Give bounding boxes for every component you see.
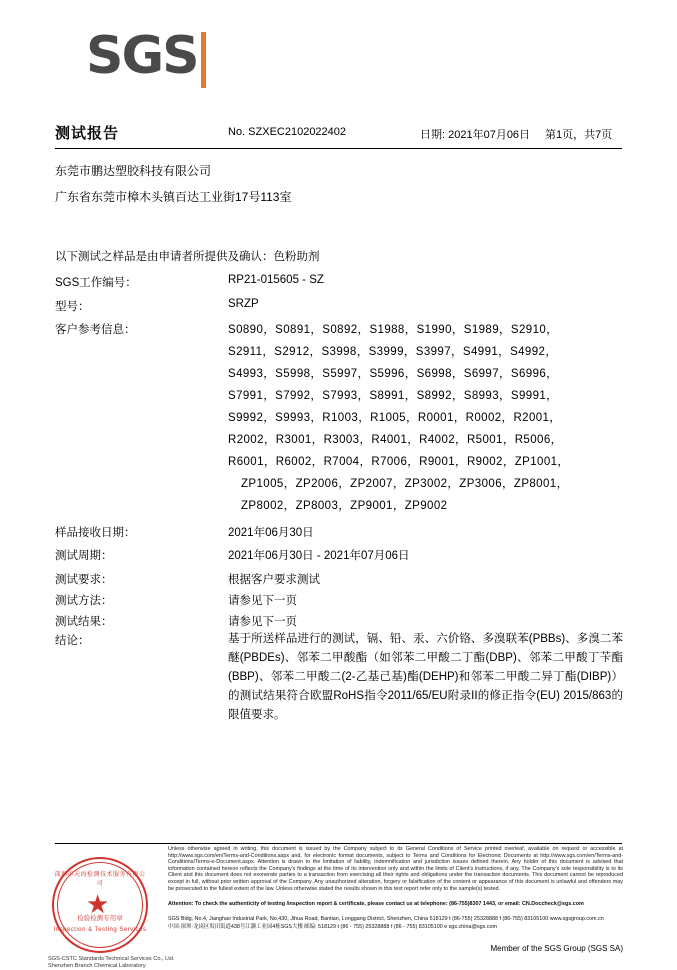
field-value-receive-date: 2021年06月30日 <box>228 527 314 539</box>
footer-address-en: SGS Bldg, No.4, Jianghao Industrial Park, No.430, Jihua Road, Bantian, Longgang District, Shenzhen, China 518129 t (86-755) 25328888 f (86-755) 83105100 www.sgsgroup.com.cn <box>168 916 604 922</box>
field-value-model: SRZP <box>228 298 259 310</box>
field-label-test-method: 测试方法： <box>55 595 113 607</box>
customer-reference-line: R2002，R3001，R3003，R4001，R4002，R5001，R5006， <box>228 434 563 446</box>
footer-address <box>168 916 623 931</box>
field-label-test-requirement: 测试要求： <box>55 574 113 586</box>
sgs-logo <box>86 26 206 92</box>
field-label-receive-date: 样品接收日期： <box>55 527 136 539</box>
customer-reference-line: ZP1005，ZP2006，ZP2007，ZP3002，ZP3006，ZP8001， <box>241 478 569 490</box>
field-value-test-requirement: 根据客户要求测试 <box>228 574 320 586</box>
field-label-customer-reference: 客户参考信息： <box>55 324 136 336</box>
page-number: 第1页，共7页 <box>545 129 613 141</box>
footer-attention-note: Attention: To check the authenticity of testing /inspection report & certificate, please contact us at telephone: (86-755)8307 1443, or email: CN.Doccheck@sgs.com <box>168 901 584 907</box>
star-icon: ★ <box>86 889 110 919</box>
field-label-job-no: SGS工作编号： <box>55 277 137 289</box>
field-value-test-method: 请参见下一页 <box>228 595 297 607</box>
customer-reference-line: S4993，S5998，S5997，S5996，S6998，S6997，S6996， <box>228 368 559 380</box>
sgs-logo-accent-bar <box>201 32 206 88</box>
conclusion-text: 基于所送样品进行的测试，镉、铅、汞、六价铬、多溴联苯(PBBs)、多溴二苯醚(PBDEs)、邻苯二甲酸酯（如邻苯二甲酸二丁酯(DBP)、邻苯二甲酸丁苄酯(BBP)、邻苯二甲酸二(2-乙基己基)酯(DEHP)和邻苯二甲酸二异丁酯(DIBP)）的测试结果符合欧盟RoHS指令2011/65/EU附录II的修正指令(EU) 2015/863的限值要求。 <box>228 633 623 721</box>
field-label-test-period: 测试周期： <box>55 550 113 562</box>
stamp-arc-bottom-text: Inspection & Testing Services <box>53 927 147 933</box>
company-name: 东莞市鹏达塑胶科技有限公司 <box>55 164 212 178</box>
company-address: 广东省东莞市樟木头镇百达工业街17号113室 <box>55 190 292 204</box>
field-label-test-result: 测试结果： <box>55 616 113 628</box>
stamp-caption-line1: SGS-CSTC Standards Technical Services Co., Ltd. <box>48 956 175 962</box>
field-value-job-no: RP21-015605 - SZ <box>228 274 324 286</box>
stamp-caption <box>48 956 208 970</box>
field-value-test-result: 请参见下一页 <box>228 616 297 628</box>
report-date: 日期: 2021年07月06日 <box>420 129 531 141</box>
footer-divider <box>55 843 622 844</box>
page-title: 测试报告 <box>55 125 120 142</box>
footer-terms-paragraph: Unless otherwise agreed in writing, this document is issued by the Company subject to its General Conditions of Service printed overleaf, available on request or accessible at http://www.sgs.com/en/Terms-and-Conditions.aspx and, for electronic format documents, subject to Terms and Conditions for Electronic Documents at http://www.sgs.com/en/Terms-and-Conditions/Terms-e-Document.aspx. Attention is drawn to the limitation of liability, indemnification and jurisdiction issues defined therein. Any holder of this document is advised that information contained hereon reflects the Company's findings at the time of its intervention only and within the limits of Client's instructions, if any. The Company's sole responsibility is to its Client and this document does not exonerate parties to a transaction from exercising all their rights and obligations under the transaction documents. This document cannot be reproduced except in full, without prior written approval of the Company. Any unauthorized alteration, forgery or falsification of the content or appearance of this document is unlawful and offenders may be prosecuted to the fullest extent of the law. Unless otherwise stated the results shown in this test report refer only to the sample(s) tested. <box>168 846 623 892</box>
customer-reference-line: S0890，S0891，S0892，S1988，S1990，S1989，S2910， <box>228 324 559 336</box>
field-label-conclusion: 结论： <box>55 635 90 647</box>
sgs-logo-text: SGS <box>86 26 198 86</box>
official-stamp <box>48 855 175 969</box>
field-label-model: 型号： <box>55 301 90 313</box>
customer-reference-line: R6001，R6002，R7004，R7006，R9001，R9002，ZP1001， <box>228 456 570 468</box>
customer-reference-line: S7991，S7992，S7993，S8991，S8992，S8993，S9991， <box>228 390 559 402</box>
footer-member-note: Member of the SGS Group (SGS SA) <box>490 944 623 953</box>
field-value-test-period: 2021年06月30日 - 2021年07月06日 <box>228 550 410 562</box>
customer-reference-line: S2911，S2912，S3998，S3999，S3997，S4991，S4992， <box>228 346 558 358</box>
customer-reference-line: ZP8002，ZP8003，ZP9001，ZP9002 <box>241 500 448 512</box>
sample-statement: 以下测试之样品是由申请者所提供及确认：色粉助剂 <box>55 251 320 263</box>
report-number: No. SZXEC2102022402 <box>228 126 347 138</box>
customer-reference-line: S9992，S9993，R1003，R1005，R0001，R0002，R2001， <box>228 412 562 424</box>
stamp-arc-top-text: 深圳市天海检测技术服务有限公司 <box>54 872 146 887</box>
header-divider <box>55 148 622 149</box>
stamp-caption-line2: Shenzhen Branch Chemical Laboratory <box>48 963 146 969</box>
stamp-middle-text: 检验检测专用章 <box>77 915 123 922</box>
footer-address-cn: 中国·深圳·龙岗区坂田街道438号江灏工业园4栋SGS大楼 邮编: 518129 t (86 - 755) 25328888 f (86 - 755) 83105100 e sgs.china@sgs.com <box>168 923 498 930</box>
